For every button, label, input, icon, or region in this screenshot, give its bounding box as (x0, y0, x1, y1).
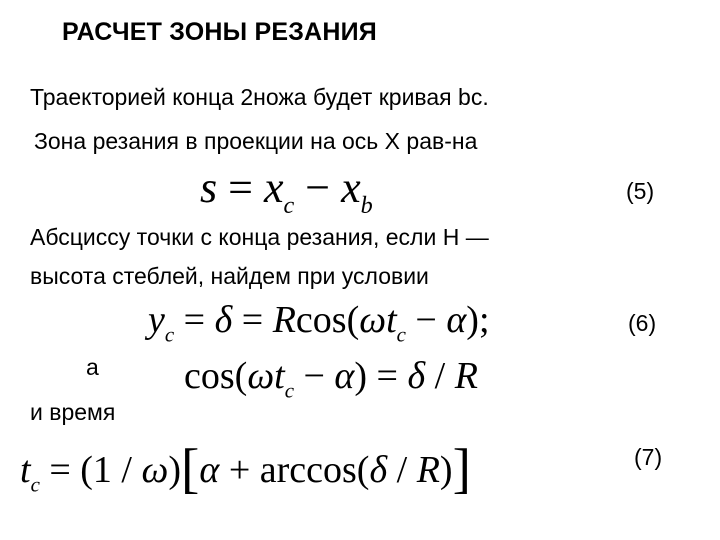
equation-number-5: (5) (626, 178, 655, 204)
word-time: и время (30, 399, 116, 425)
text-line-4: высота стеблей, найдем при условии (30, 263, 429, 289)
equation-number-7: (7) (634, 444, 663, 470)
text-line-2: Зона резания в проекции на ось X рав-на (34, 128, 478, 154)
text-line-3: Абсциссу точки c конца резания, если H — (30, 224, 489, 250)
formula-6: $y_c = \delta = Rcos(\omega t_c - \alpha)$; (148, 299, 490, 347)
formula-6b: $\cos(\omega t_c - \alpha) = \delta / R$ (184, 355, 478, 403)
formula-5: $s = x_c - x_b$ (200, 163, 373, 219)
formula-7: $t_c = (1 / \omega)[\alpha + \arccos(\delta / R)]$ (20, 437, 471, 499)
word-a: а (86, 354, 99, 380)
equation-number-6: (6) (628, 310, 657, 336)
slide-title: РАСЧЕТ ЗОНЫ РЕЗАНИЯ (62, 18, 377, 46)
text-line-1: Траекторией конца 2ножа будет кривая bc. (30, 84, 489, 110)
